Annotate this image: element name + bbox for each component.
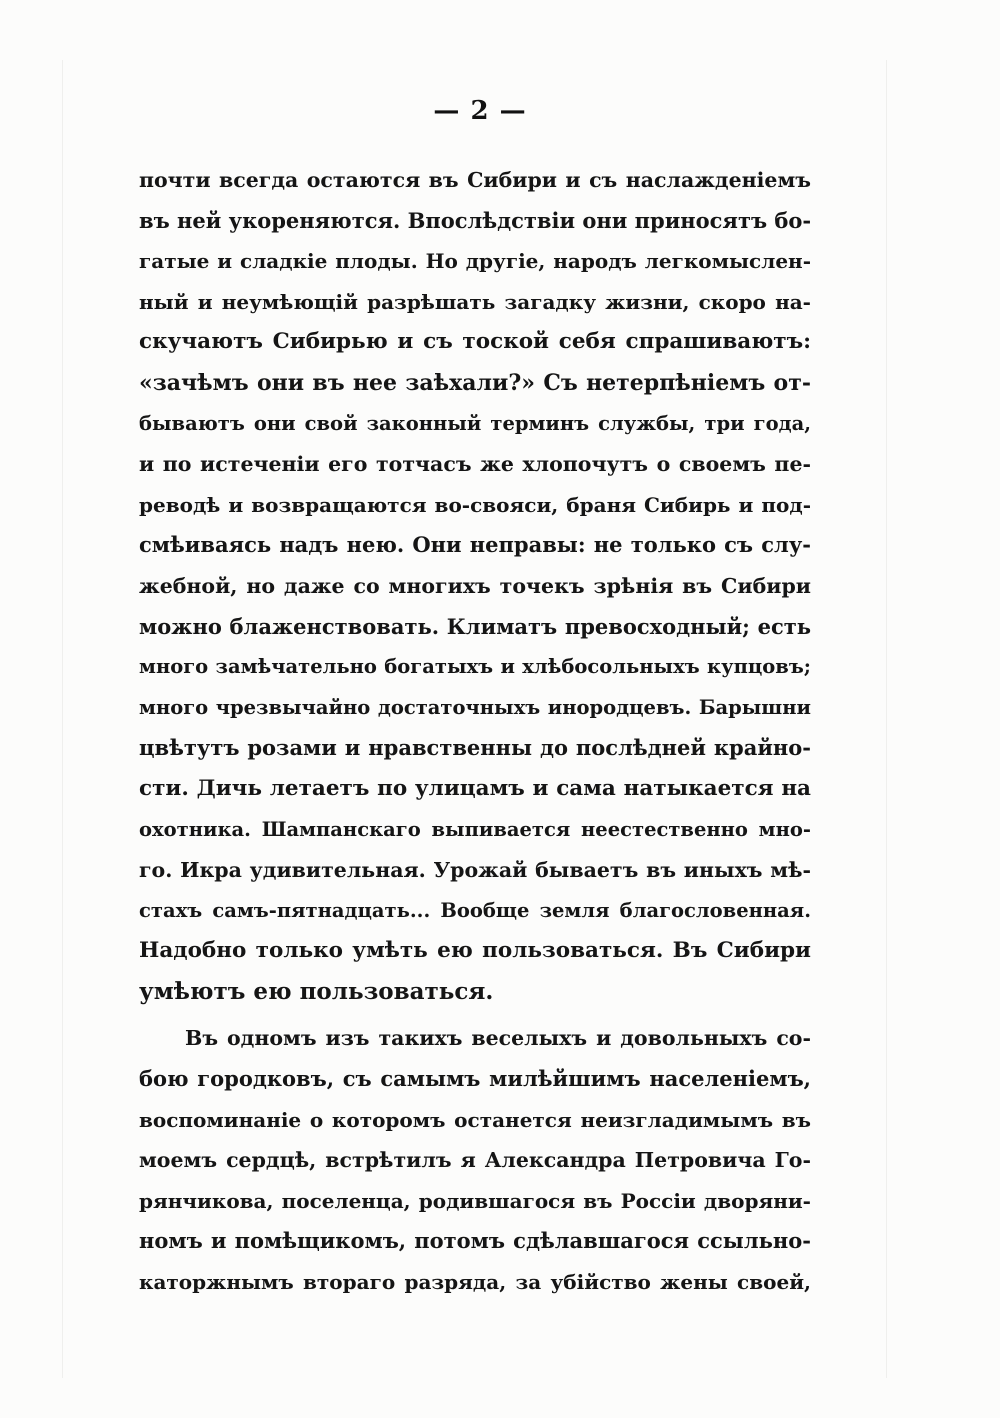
text-line: сти. Дичь летаетъ по улицамъ и сама натыкается на [139,775,811,801]
text-line: почти всегда остаются въ Сибири и съ наслажденіемъ [139,168,811,192]
text-line: стахъ самъ-пятнадцать... Вообще земля благословенная. [139,898,811,922]
text-line: Надобно только умѣть ею пользоваться. Въ Сибири [139,938,811,964]
text-line: много чрезвычайно достаточныхъ инородцевъ. Барышни [139,695,811,719]
text-line: реводѣ и возвращаются во-свояси, браня Сибирь и под- [139,492,811,517]
text-line: въ ней укореняются. Впослѣдствіи они приносятъ бо- [139,207,811,233]
text-line: го. Икра удивительная. Урожай бываетъ въ иныхъ мѣ- [139,858,811,883]
text-line: цвѣтутъ розами и нравственны до послѣдней крайно- [139,735,811,761]
page-right-edge [886,60,887,1378]
paragraph-1 [139,160,811,1012]
text-line: скучаютъ Сибирью и съ тоской себя спрашиваютъ: [139,329,811,355]
text-line: и по истеченіи его тотчасъ же хлопочутъ о своемъ пе- [139,452,811,477]
text-line: охотника. Шампанскаго выпивается неестественно мно- [139,817,811,841]
text-line: можно блаженствовать. Климатъ превосходный; есть [139,613,811,639]
text-line: смѣиваясь надъ нею. Они неправы: не только съ слу- [139,532,811,558]
body-text [139,160,811,1303]
text-line: много замѣчательно богатыхъ и хлѣбосольныхъ купцовъ; [139,655,811,679]
text-line: жебной, но даже со многихъ точекъ зрѣнія въ Сибири [139,573,811,598]
text-line: номъ и помѣщикомъ, потомъ сдѣлавшагося ссыльно- [139,1228,811,1254]
text-line: бою городковъ, съ самымъ милѣйшимъ населеніемъ, [139,1066,811,1092]
paragraph-2 [139,1018,811,1302]
text-line: рянчикова, поселенца, родившагося въ Россіи дворяни- [139,1188,811,1213]
text-line: ный и неумѣющій разрѣшать загадку жизни, скоро на- [139,289,811,314]
text-line: гатые и сладкіе плоды. Но другіе, народъ легкомыслен- [139,249,811,274]
text-line: бываютъ они свой законный терминъ службы, три года, [139,411,811,435]
text-line: воспоминаніе о которомъ останется неизгладимымъ въ [139,1107,811,1132]
text-line: «зачѣмъ они въ нее заѣхали?» Съ нетерпѣніемъ от- [139,369,811,396]
page-left-edge [62,60,63,1378]
text-line: умѣютъ ею пользоваться. [139,977,494,1005]
text-line: моемъ сердцѣ, встрѣтилъ я Александра Петровича Го- [139,1148,811,1173]
text-line: Въ одномъ изъ такихъ веселыхъ и довольныхъ со- [185,1026,811,1051]
page-number: — 2 — [433,96,527,126]
text-line: каторжнымъ втораго разряда, за убійство жены своей, [139,1270,811,1295]
